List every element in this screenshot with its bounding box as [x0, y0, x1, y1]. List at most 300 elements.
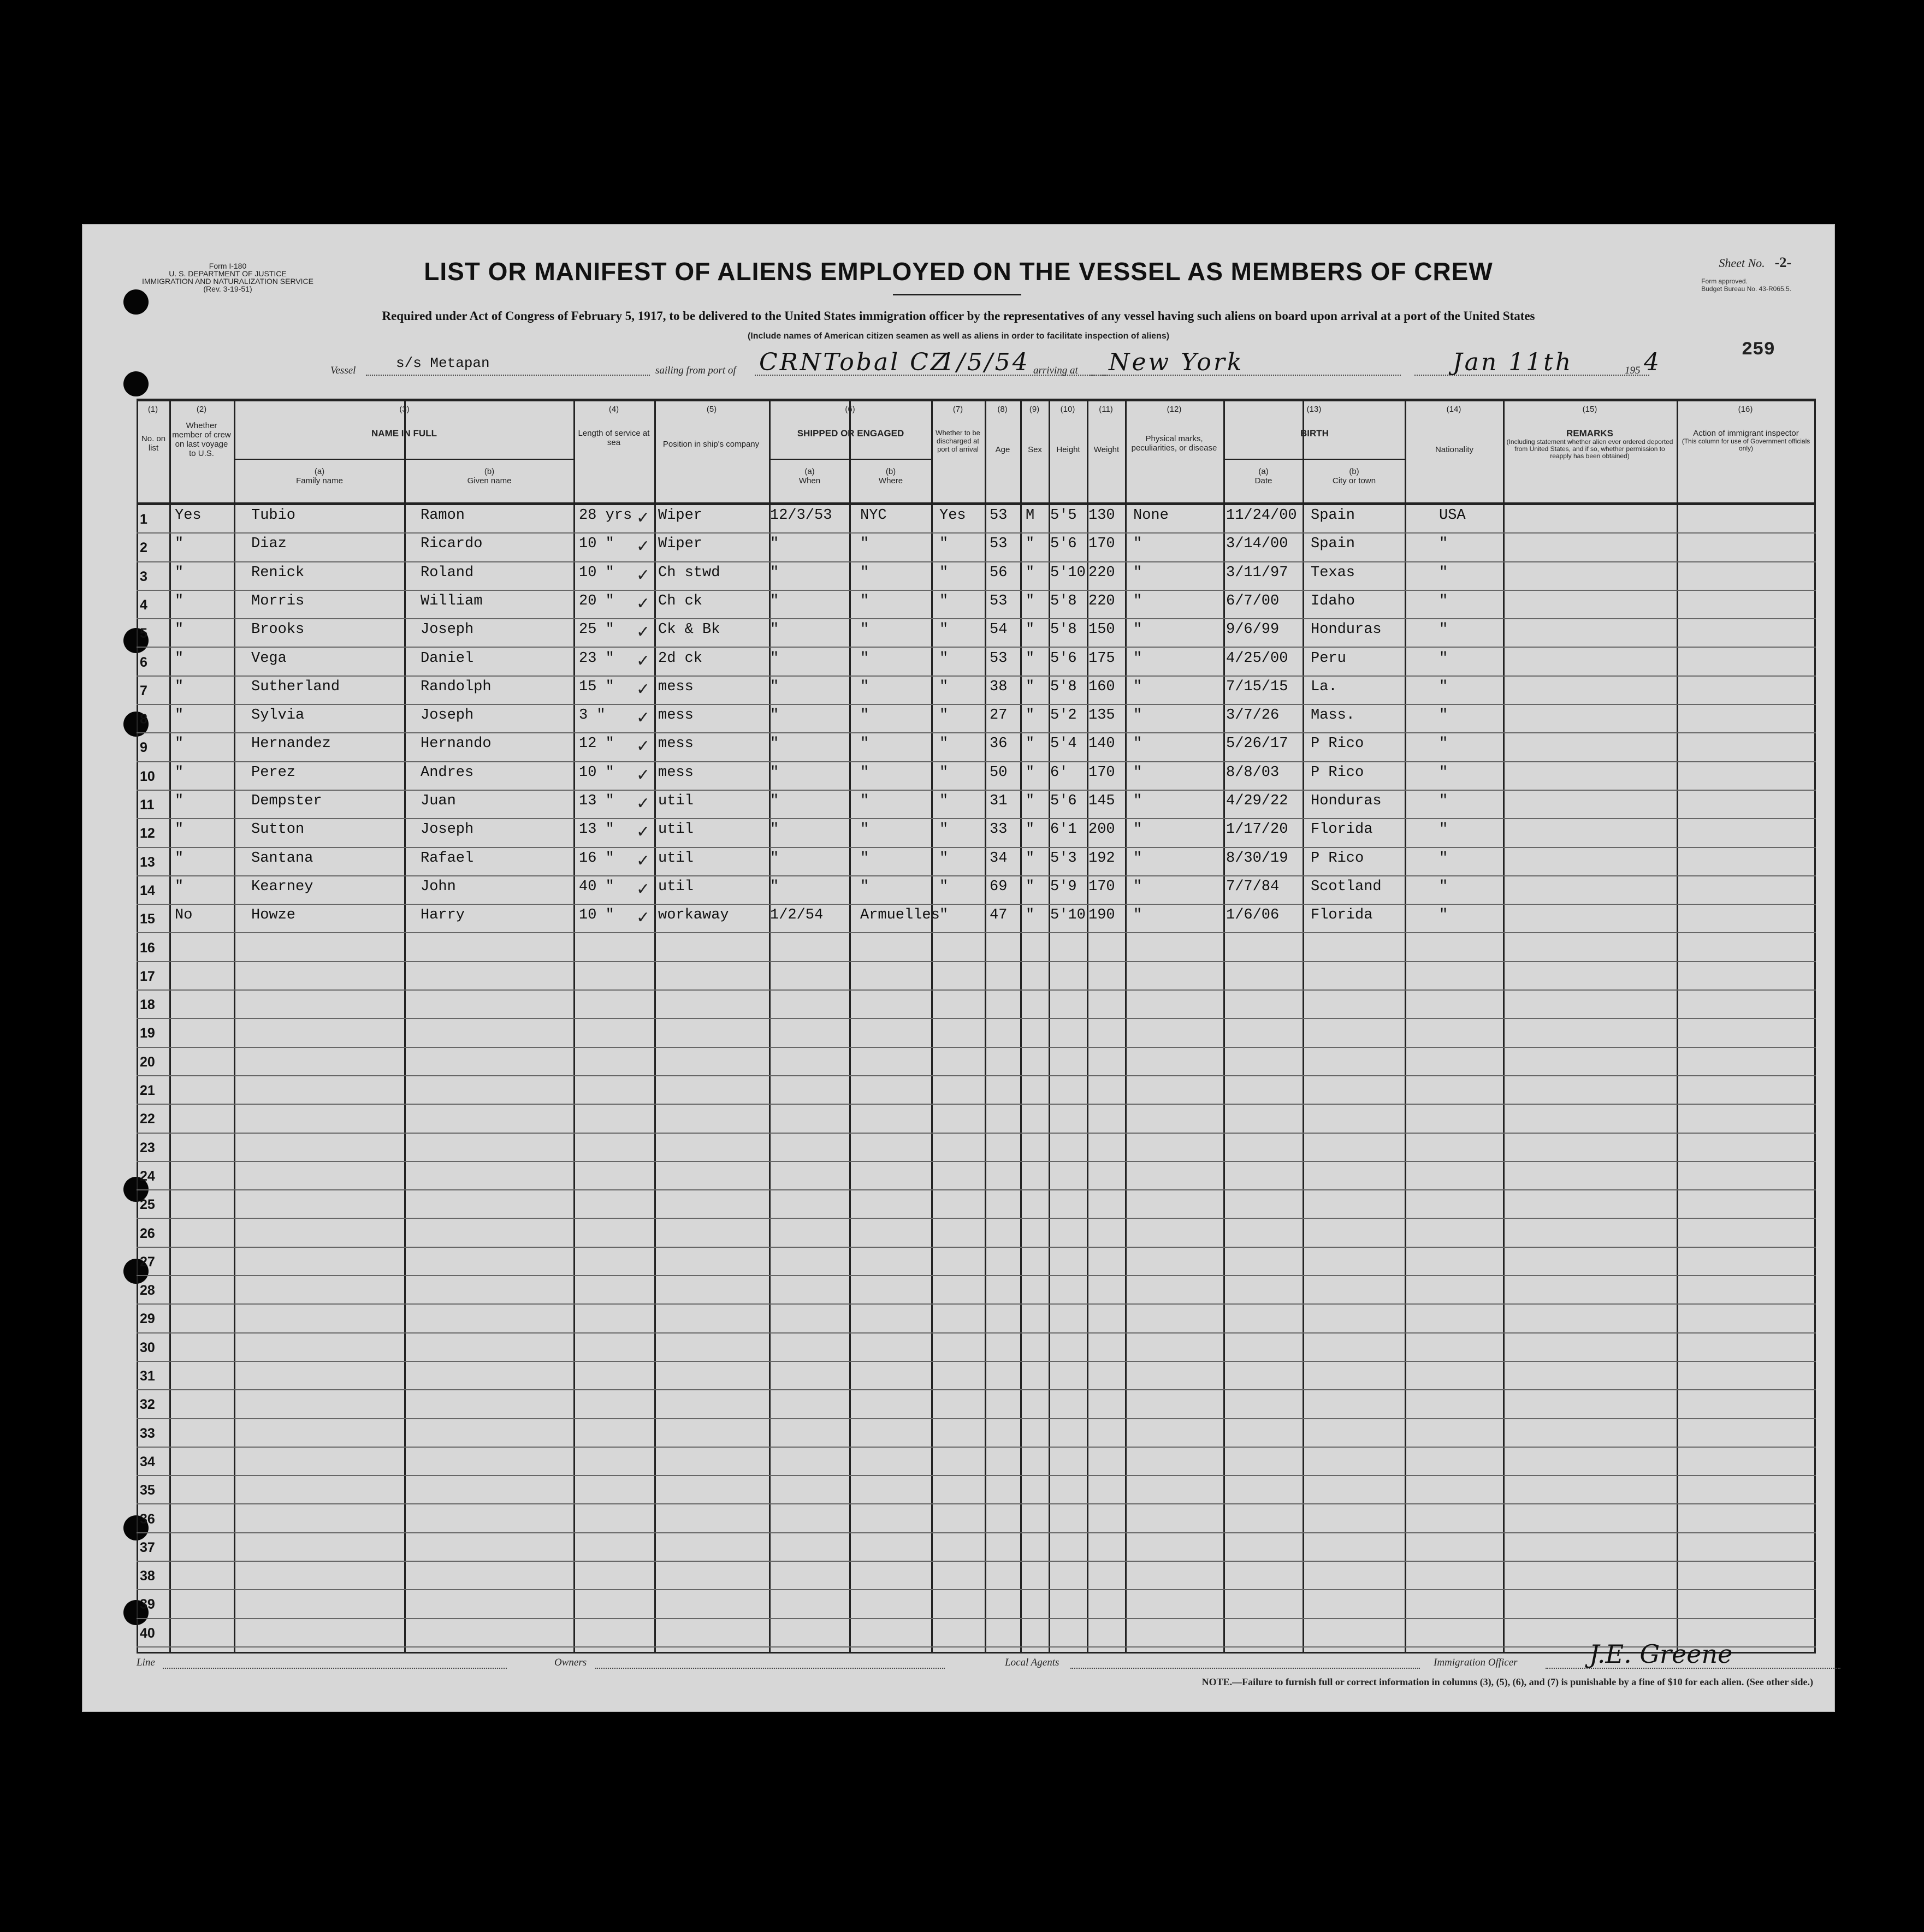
- cell-marks: None: [1133, 507, 1169, 524]
- checkmark-icon: ✓: [636, 851, 650, 870]
- cell-height: 5'6: [1050, 650, 1077, 667]
- cell-given: Hernando: [421, 736, 492, 752]
- table-row: [137, 1019, 1816, 1047]
- cell-when: ": [770, 707, 779, 724]
- cell-where: ": [860, 707, 869, 724]
- cell-position: util: [658, 793, 694, 809]
- cell-marks: ": [1133, 850, 1142, 867]
- table-row: [137, 705, 1816, 733]
- col-num-9: (9): [1029, 405, 1040, 414]
- cell-service: 28 yrs: [579, 507, 632, 524]
- cell-weight: 192: [1088, 850, 1115, 867]
- cell-where: ": [860, 793, 869, 809]
- cell-height: 5'6: [1050, 793, 1077, 809]
- cell-prev: No: [175, 907, 193, 924]
- cell-given: Joseph: [421, 621, 474, 638]
- row-number: 32: [140, 1397, 155, 1413]
- table-row: [137, 876, 1816, 905]
- row-number: 25: [140, 1197, 155, 1213]
- cell-service: 13 ": [579, 821, 614, 838]
- row-number: 15: [140, 911, 155, 927]
- cell-when: 1/2/54: [770, 907, 824, 924]
- cell-discharge: ": [939, 907, 949, 924]
- cell-weight: 140: [1088, 736, 1115, 752]
- col-num-15: (15): [1582, 405, 1597, 414]
- cell-marks: ": [1133, 907, 1142, 924]
- cell-family: Howze: [251, 907, 296, 924]
- cell-sex: ": [1026, 707, 1035, 724]
- header-remarks: REMARKS (Including statement whether alien ever ordered deported from United States, and if so, whether permission to reapply has been obtained): [1506, 428, 1673, 460]
- cell-discharge: ": [939, 764, 949, 781]
- cell-bdate: 7/15/15: [1226, 678, 1288, 695]
- row-number: 3: [140, 568, 147, 584]
- revision: (Rev. 3-19-51): [203, 285, 252, 293]
- service: IMMIGRATION AND NATURALIZATION SERVICE: [142, 277, 313, 286]
- cell-bdate: 3/14/00: [1226, 536, 1288, 553]
- cell-bdate: 9/6/99: [1226, 621, 1280, 638]
- arrival-date: Jan 11th: [1453, 348, 1573, 376]
- cell-position: 2d ck: [658, 650, 703, 667]
- cell-position: mess: [658, 707, 694, 724]
- cell-given: Andres: [421, 764, 474, 781]
- cell-family: Morris: [251, 592, 305, 609]
- row-number: 34: [140, 1454, 155, 1469]
- header-where: (b) Where: [878, 467, 903, 485]
- immigration-officer-label: Immigration Officer: [1434, 1657, 1518, 1668]
- checkmark-icon: ✓: [636, 879, 650, 899]
- cell-prev: ": [175, 736, 184, 752]
- cell-position: Wiper: [658, 536, 703, 553]
- cell-given: Joseph: [421, 821, 474, 838]
- cell-bplace: Spain: [1311, 536, 1355, 553]
- row-number: 2: [140, 540, 147, 556]
- manifest-sheet: [82, 224, 1835, 1712]
- cell-where: ": [860, 536, 869, 553]
- cell-given: Roland: [421, 564, 474, 581]
- header-name-in-full: NAME IN FULL: [371, 428, 437, 438]
- cell-bdate: 4/29/22: [1226, 793, 1288, 809]
- cell-given: Ricardo: [421, 536, 483, 553]
- cell-given: Randolph: [421, 678, 492, 695]
- cell-discharge: ": [939, 592, 949, 609]
- cell-age: 53: [990, 536, 1008, 553]
- cell-when: ": [770, 564, 779, 581]
- table-row: [137, 962, 1816, 991]
- cell-bdate: 7/7/84: [1226, 878, 1280, 895]
- cell-bdate: 4/25/00: [1226, 650, 1288, 667]
- cell-where: ": [860, 878, 869, 895]
- cell-when: ": [770, 592, 779, 609]
- cell-nationality: ": [1439, 793, 1448, 809]
- cell-age: 54: [990, 621, 1008, 638]
- cell-bdate: 11/24/00: [1226, 507, 1297, 524]
- cell-nationality: ": [1439, 564, 1448, 581]
- year-prefix: 195: [1625, 365, 1641, 376]
- cell-bdate: 5/26/17: [1226, 736, 1288, 752]
- row-number: 38: [140, 1568, 155, 1584]
- cell-prev: ": [175, 793, 184, 809]
- col-num-14: (14): [1446, 405, 1461, 414]
- row-number: 23: [140, 1140, 155, 1155]
- checkmark-icon: ✓: [636, 908, 650, 928]
- cell-family: Kearney: [251, 878, 313, 895]
- table-row: [137, 1162, 1816, 1190]
- year-digit: 4: [1644, 348, 1661, 376]
- cell-service: 10 ": [579, 564, 614, 581]
- cell-nationality: ": [1439, 821, 1448, 838]
- col-num-11: (11): [1099, 405, 1113, 414]
- cell-bplace: Florida: [1311, 821, 1373, 838]
- cell-weight: 170: [1088, 764, 1115, 781]
- cell-weight: 160: [1088, 678, 1115, 695]
- row-number: 9: [140, 740, 147, 756]
- table-row: [137, 648, 1816, 677]
- table-row: [137, 1390, 1816, 1419]
- col-num-5: (5): [706, 405, 717, 414]
- cell-bplace: Idaho: [1311, 592, 1355, 609]
- cell-marks: ": [1133, 821, 1142, 838]
- cell-marks: ": [1133, 793, 1142, 809]
- cell-weight: 170: [1088, 536, 1115, 553]
- cell-position: mess: [658, 736, 694, 752]
- header-birth-date: (a) Date: [1254, 467, 1272, 485]
- cell-position: mess: [658, 764, 694, 781]
- col-num-6: (6): [845, 405, 855, 414]
- table-row: [137, 762, 1816, 791]
- cell-prev: ": [175, 678, 184, 695]
- cell-discharge: ": [939, 821, 949, 838]
- cell-service: 10 ": [579, 907, 614, 924]
- cell-given: John: [421, 878, 456, 895]
- row-number: 39: [140, 1597, 155, 1613]
- cell-sex: ": [1026, 536, 1035, 553]
- cell-nationality: ": [1439, 907, 1448, 924]
- col-num-2: (2): [196, 405, 207, 414]
- checkmark-icon: ✓: [636, 765, 650, 785]
- cell-service: 3 ": [579, 707, 606, 724]
- row-number: 16: [140, 940, 155, 956]
- crew-table: [137, 399, 1816, 1654]
- cell-service: 25 ": [579, 621, 614, 638]
- sailing-label: sailing from port of: [655, 365, 736, 376]
- cell-marks: ": [1133, 707, 1142, 724]
- cell-discharge: ": [939, 707, 949, 724]
- cell-bplace: Peru: [1311, 650, 1346, 667]
- table-row: [137, 1276, 1816, 1305]
- col-num-1: (1): [147, 405, 158, 414]
- cell-service: 10 ": [579, 764, 614, 781]
- col-num-10: (10): [1060, 405, 1075, 414]
- cell-when: ": [770, 793, 779, 809]
- cell-age: 38: [990, 678, 1008, 695]
- cell-nationality: ": [1439, 736, 1448, 752]
- cell-bplace: P Rico: [1311, 850, 1364, 867]
- col-num-16: (16): [1738, 405, 1753, 414]
- checkmark-icon: ✓: [636, 537, 650, 556]
- department: U. S. DEPARTMENT OF JUSTICE: [169, 269, 287, 278]
- cell-prev: ": [175, 850, 184, 867]
- cell-marks: ": [1133, 650, 1142, 667]
- budget-number: Budget Bureau No. 43-R065.5.: [1701, 285, 1791, 293]
- footer-note: NOTE.—Failure to furnish full or correct information in columns (3), (5), (6), and (7) is punishable by a fine of $10 for each alien. (See other side.): [1201, 1676, 1813, 1687]
- checkmark-icon: ✓: [636, 708, 650, 728]
- checkmark-icon: ✓: [636, 822, 650, 842]
- cell-age: 33: [990, 821, 1008, 838]
- table-row: [137, 1334, 1816, 1362]
- row-number: 6: [140, 654, 147, 670]
- table-row: [137, 1219, 1816, 1248]
- cell-bplace: Mass.: [1311, 707, 1355, 724]
- vessel-dotted-line: [366, 375, 650, 376]
- officer-signature: J.E. Greene: [1589, 1639, 1733, 1669]
- cell-family: Dempster: [251, 793, 322, 809]
- table-row: [137, 791, 1816, 819]
- cell-family: Santana: [251, 850, 313, 867]
- cell-position: workaway: [658, 907, 729, 924]
- cell-position: mess: [658, 678, 694, 695]
- checkmark-icon: ✓: [636, 794, 650, 813]
- row-number: 30: [140, 1340, 155, 1355]
- row-rule: [137, 1646, 1816, 1647]
- cell-when: ": [770, 650, 779, 667]
- header-age: Age: [995, 445, 1010, 454]
- cell-age: 56: [990, 564, 1008, 581]
- cell-height: 6': [1050, 764, 1068, 781]
- cell-discharge: ": [939, 678, 949, 695]
- cell-given: Harry: [421, 907, 465, 924]
- cell-weight: 170: [1088, 878, 1115, 895]
- cell-age: 53: [990, 592, 1008, 609]
- row-number: 21: [140, 1083, 155, 1098]
- cell-bdate: 3/11/97: [1226, 564, 1288, 581]
- cell-prev: Yes: [175, 507, 202, 524]
- cell-family: Hernandez: [251, 736, 331, 752]
- cell-given: Joseph: [421, 707, 474, 724]
- cell-prev: ": [175, 564, 184, 581]
- row-number: 33: [140, 1425, 155, 1441]
- cell-sex: ": [1026, 592, 1035, 609]
- page-title: LIST OR MANIFEST OF ALIENS EMPLOYED ON THE VESSEL AS MEMBERS OF CREW: [424, 257, 1493, 286]
- table-row: [137, 562, 1816, 591]
- vessel-name: s/s Metapan: [396, 355, 490, 371]
- cell-height: 6'1: [1050, 821, 1077, 838]
- table-row: [137, 1134, 1816, 1162]
- cell-family: Sutton: [251, 821, 305, 838]
- cell-where: NYC: [860, 507, 887, 524]
- local-agents-label: Local Agents: [1005, 1657, 1059, 1668]
- table-row: [137, 534, 1816, 562]
- row-number: 18: [140, 997, 155, 1013]
- sheet-value: -2-: [1774, 254, 1791, 270]
- cell-nationality: ": [1439, 707, 1448, 724]
- header-position: Position in ship's company: [662, 440, 760, 449]
- cell-position: Wiper: [658, 507, 703, 524]
- cell-age: 47: [990, 907, 1008, 924]
- table-row: [137, 1476, 1816, 1504]
- cell-marks: ": [1133, 878, 1142, 895]
- header-nationality: Nationality: [1435, 445, 1474, 454]
- cell-given: Daniel: [421, 650, 474, 667]
- cell-sex: ": [1026, 764, 1035, 781]
- col-num-4: (4): [608, 405, 619, 414]
- cell-given: Ramon: [421, 507, 465, 524]
- table-row: [137, 1076, 1816, 1105]
- cell-when: ": [770, 678, 779, 695]
- cell-where: ": [860, 650, 869, 667]
- cell-prev: ": [175, 764, 184, 781]
- sheet-label: Sheet No.: [1719, 256, 1765, 270]
- cell-marks: ": [1133, 678, 1142, 695]
- cell-discharge: ": [939, 793, 949, 809]
- cell-prev: ": [175, 621, 184, 638]
- cell-where: Armuelles: [860, 907, 940, 924]
- cell-height: 5'10: [1050, 564, 1086, 581]
- cell-sex: ": [1026, 878, 1035, 895]
- table-row: [137, 1048, 1816, 1076]
- cell-age: 31: [990, 793, 1008, 809]
- cell-nationality: ": [1439, 850, 1448, 867]
- cell-when: ": [770, 536, 779, 553]
- table-row: [137, 619, 1816, 648]
- header-physical-marks: Physical marks, peculiarities, or disease: [1131, 434, 1217, 453]
- cell-where: ": [860, 621, 869, 638]
- include-statement: (Include names of American citizen seamen as well as aliens in order to facilitate inspection of aliens): [747, 331, 1170, 341]
- cell-family: Vega: [251, 650, 287, 667]
- row-number: 5: [140, 626, 147, 642]
- checkmark-icon: ✓: [636, 651, 650, 671]
- owners-label: Owners: [554, 1657, 587, 1668]
- cell-discharge: Yes: [939, 507, 966, 524]
- cell-bplace: Spain: [1311, 507, 1355, 524]
- cell-weight: 130: [1088, 507, 1115, 524]
- cell-where: ": [860, 764, 869, 781]
- cell-service: 23 ": [579, 650, 614, 667]
- header-weight: Weight: [1093, 445, 1120, 454]
- budget-info: [1701, 277, 1791, 293]
- cell-bdate: 8/8/03: [1226, 764, 1280, 781]
- cell-family: Brooks: [251, 621, 305, 638]
- table-row: [137, 1448, 1816, 1476]
- cell-sex: ": [1026, 821, 1035, 838]
- table-row: [137, 819, 1816, 848]
- cell-age: 53: [990, 650, 1008, 667]
- cell-bplace: Scotland: [1311, 878, 1382, 895]
- cell-where: ": [860, 592, 869, 609]
- vessel-label: Vessel: [330, 365, 356, 376]
- row-number: 35: [140, 1483, 155, 1498]
- checkmark-icon: ✓: [636, 565, 650, 585]
- col-num-8: (8): [997, 405, 1008, 414]
- cell-nationality: ": [1439, 536, 1448, 553]
- cell-discharge: ": [939, 564, 949, 581]
- cell-age: 50: [990, 764, 1008, 781]
- cell-marks: ": [1133, 592, 1142, 609]
- table-row: [137, 733, 1816, 762]
- cell-height: 5'4: [1050, 736, 1077, 752]
- cell-height: 5'10: [1050, 907, 1086, 924]
- table-row: [137, 1248, 1816, 1276]
- table-row: [137, 591, 1816, 619]
- cell-discharge: ": [939, 536, 949, 553]
- cell-when: ": [770, 736, 779, 752]
- cell-age: 69: [990, 878, 1008, 895]
- cell-when: 12/3/53: [770, 507, 832, 524]
- cell-discharge: ": [939, 621, 949, 638]
- cell-prev: ": [175, 650, 184, 667]
- cell-given: Juan: [421, 793, 456, 809]
- sheet-number: [1719, 254, 1791, 271]
- row-number: 17: [140, 968, 155, 984]
- cell-height: 5'8: [1050, 678, 1077, 695]
- cell-family: Diaz: [251, 536, 287, 553]
- header-given-name: (b) Given name: [467, 467, 512, 485]
- cell-when: ": [770, 878, 779, 895]
- cell-weight: 135: [1088, 707, 1115, 724]
- table-row: [137, 1419, 1816, 1448]
- cell-prev: ": [175, 878, 184, 895]
- row-number: 19: [140, 1026, 155, 1041]
- row-number: 37: [140, 1539, 155, 1555]
- row-number: 36: [140, 1511, 155, 1527]
- row-number: 8: [140, 712, 147, 727]
- checkmark-icon: ✓: [636, 594, 650, 613]
- row-number: 12: [140, 826, 155, 841]
- table-row: [137, 1190, 1816, 1219]
- cell-service: 40 ": [579, 878, 614, 895]
- cell-age: 53: [990, 507, 1008, 524]
- cell-bdate: 1/17/20: [1226, 821, 1288, 838]
- row-number: 7: [140, 683, 147, 698]
- cell-age: 34: [990, 850, 1008, 867]
- cell-bplace: P Rico: [1311, 764, 1364, 781]
- cell-bplace: P Rico: [1311, 736, 1364, 752]
- cell-bdate: 8/30/19: [1226, 850, 1288, 867]
- cell-bdate: 3/7/26: [1226, 707, 1280, 724]
- cell-nationality: ": [1439, 764, 1448, 781]
- header-height: Height: [1056, 445, 1080, 454]
- header-service-length: Length of service at sea: [578, 429, 650, 447]
- cell-height: 5'8: [1050, 621, 1077, 638]
- row-number: 40: [140, 1625, 155, 1641]
- cell-sex: M: [1026, 507, 1035, 524]
- row-number: 20: [140, 1054, 155, 1070]
- row-number: 26: [140, 1225, 155, 1241]
- header-birth-city: (b) City or town: [1332, 467, 1376, 485]
- cell-nationality: ": [1439, 592, 1448, 609]
- cell-height: 5'6: [1050, 536, 1077, 553]
- row-number: 31: [140, 1368, 155, 1384]
- cell-sex: ": [1026, 621, 1035, 638]
- row-number: 14: [140, 882, 155, 898]
- cell-weight: 150: [1088, 621, 1115, 638]
- cell-height: 5'9: [1050, 878, 1077, 895]
- cell-height: 5'3: [1050, 850, 1077, 867]
- cell-bplace: Florida: [1311, 907, 1373, 924]
- cell-nationality: ": [1439, 621, 1448, 638]
- checkmark-icon: ✓: [636, 623, 650, 642]
- page-number: 259: [1741, 340, 1775, 360]
- cell-service: 10 ": [579, 536, 614, 553]
- table-row: [137, 1105, 1816, 1133]
- cell-marks: ": [1133, 621, 1142, 638]
- cell-discharge: ": [939, 850, 949, 867]
- form-number: Form I-180: [209, 262, 247, 270]
- cell-service: 16 ": [579, 850, 614, 867]
- col-num-12: (12): [1167, 405, 1182, 414]
- cell-height: 5'8: [1050, 592, 1077, 609]
- header-no-on-list: No. on list: [141, 434, 166, 453]
- cell-height: 5'2: [1050, 707, 1077, 724]
